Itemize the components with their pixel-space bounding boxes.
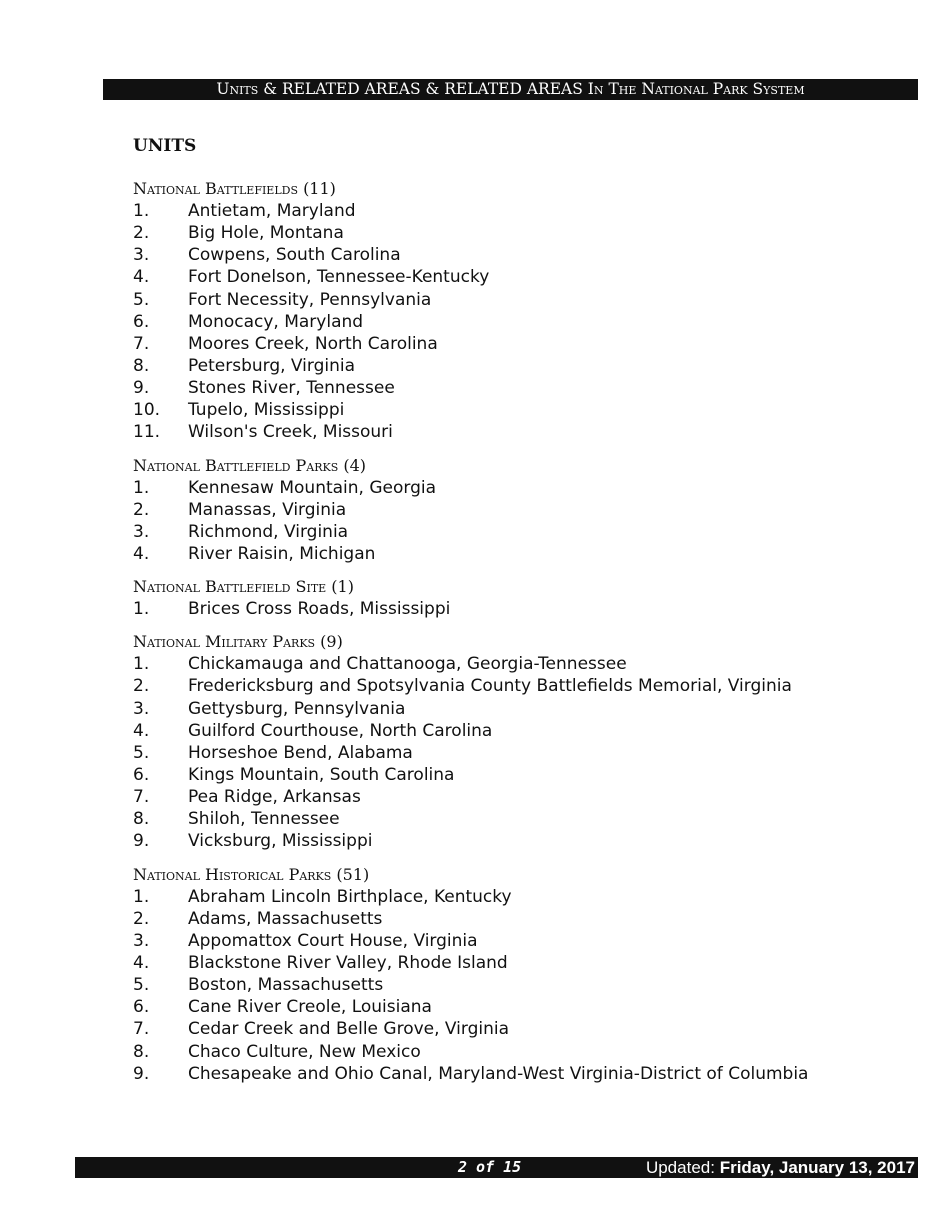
list-item <box>133 333 913 355</box>
item-number: 5. <box>133 742 150 763</box>
item-text: Kennesaw Mountain, Georgia <box>188 477 437 498</box>
item-text: Appomattox Court House, Virginia <box>188 930 478 951</box>
list-item <box>133 996 913 1018</box>
list-item <box>133 543 913 565</box>
list-item <box>133 200 913 222</box>
item-number: 1. <box>133 599 150 620</box>
park-section <box>133 863 913 1085</box>
section-title: National Military Parks (9) <box>133 632 343 652</box>
item-text: Shiloh, Tennessee <box>188 809 340 830</box>
item-text: Fredericksburg and Spotsylvania County Battlefields Memorial, Virginia <box>188 676 792 697</box>
item-text: Richmond, Virginia <box>188 521 349 542</box>
document-body <box>133 134 913 1095</box>
list-item <box>133 974 913 996</box>
section-list <box>133 177 913 1085</box>
item-number: 2. <box>133 908 150 929</box>
item-text: Moores Creek, North Carolina <box>188 333 438 354</box>
list-item <box>133 499 913 521</box>
item-number: 3. <box>133 698 150 719</box>
list-item <box>133 1018 913 1040</box>
list-item <box>133 952 913 974</box>
item-text: Chickamauga and Chattanooga, Georgia-Tennessee <box>188 654 627 675</box>
list-item <box>133 830 913 852</box>
footer-bar <box>75 1157 918 1178</box>
item-number: 4. <box>133 952 150 973</box>
list-item <box>133 377 913 399</box>
item-number: 5. <box>133 975 150 996</box>
list-item <box>133 1063 913 1085</box>
item-number: 1. <box>133 654 150 675</box>
header-bar <box>103 79 918 100</box>
item-number: 5. <box>133 289 150 310</box>
item-number: 9. <box>133 1063 150 1084</box>
item-text: Kings Mountain, South Carolina <box>188 764 455 785</box>
item-number: 6. <box>133 311 150 332</box>
item-text: Chesapeake and Ohio Canal, Maryland-West Virginia-District of Columbia <box>188 1063 809 1084</box>
updated-label: Updated: <box>645 1158 715 1177</box>
park-section <box>133 630 913 852</box>
units-heading: UNITS <box>133 136 197 156</box>
item-text: Brices Cross Roads, Mississippi <box>188 599 451 620</box>
section-title: National Historical Parks (51) <box>133 864 370 884</box>
page-number: 2 of 15 <box>458 1158 522 1176</box>
item-text: Stones River, Tennessee <box>188 378 395 399</box>
list-item <box>133 598 913 620</box>
item-number: 7. <box>133 333 150 354</box>
item-number: 3. <box>133 245 150 266</box>
item-number: 3. <box>133 930 150 951</box>
list-item <box>133 908 913 930</box>
item-text: Blackstone River Valley, Rhode Island <box>188 952 508 973</box>
item-text: Horseshoe Bend, Alabama <box>188 742 413 763</box>
section-title: National Battlefield Site (1) <box>133 577 354 597</box>
item-text: Adams, Massachusetts <box>188 908 383 929</box>
list-item <box>133 289 913 311</box>
header-title: Units & RELATED AREAS & RELATED AREAS In The National Park System <box>216 80 805 98</box>
list-item <box>133 421 913 443</box>
item-text: Vicksburg, Mississippi <box>188 831 373 852</box>
item-text: Antietam, Maryland <box>188 201 356 221</box>
item-text: Big Hole, Montana <box>188 223 344 244</box>
list-item <box>133 808 913 830</box>
list-item <box>133 266 913 288</box>
list-item <box>133 521 913 543</box>
updated-stamp <box>646 1157 915 1178</box>
item-number: 4. <box>133 267 150 288</box>
item-text: Pea Ridge, Arkansas <box>188 787 361 808</box>
list-item <box>133 311 913 333</box>
item-text: Guilford Courthouse, North Carolina <box>188 720 493 741</box>
item-number: 6. <box>133 764 150 785</box>
item-text: Fort Necessity, Pennsylvania <box>188 289 432 310</box>
item-number: 7. <box>133 787 150 808</box>
list-item <box>133 675 913 697</box>
list-item <box>133 244 913 266</box>
item-number: 11. <box>133 422 161 443</box>
list-item <box>133 355 913 377</box>
item-number: 2. <box>133 223 150 244</box>
item-number: 4. <box>133 543 150 564</box>
list-item <box>133 477 913 499</box>
list-item <box>133 786 913 808</box>
list-item <box>133 930 913 952</box>
item-text: Wilson's Creek, Missouri <box>188 422 393 443</box>
park-section <box>133 575 913 620</box>
item-text: Cane River Creole, Louisiana <box>188 997 432 1018</box>
item-text: Manassas, Virginia <box>188 499 347 520</box>
list-item <box>133 698 913 720</box>
item-text: Monocacy, Maryland <box>188 311 364 332</box>
list-item <box>133 720 913 742</box>
list-item <box>133 653 913 675</box>
item-text: Boston, Massachusetts <box>188 975 384 996</box>
item-text: Tupelo, Mississippi <box>188 400 345 421</box>
item-text: Fort Donelson, Tennessee-Kentucky <box>188 267 490 288</box>
item-number: 8. <box>133 809 150 830</box>
item-number: 9. <box>133 378 150 399</box>
item-number: 1. <box>133 477 150 498</box>
item-number: 2. <box>133 676 150 697</box>
list-item <box>133 886 913 908</box>
item-number: 8. <box>133 355 150 376</box>
item-number: 1. <box>133 201 150 221</box>
item-number: 3. <box>133 521 150 542</box>
park-section <box>133 454 913 566</box>
park-section <box>133 177 913 444</box>
item-text: Abraham Lincoln Birthplace, Kentucky <box>188 886 512 907</box>
list-item <box>133 222 913 244</box>
item-number: 4. <box>133 720 150 741</box>
item-number: 6. <box>133 997 150 1018</box>
item-number: 10. <box>133 400 161 421</box>
item-number: 9. <box>133 831 150 852</box>
list-item <box>133 764 913 786</box>
updated-date: Friday, January 13, 2017 <box>719 1158 915 1177</box>
item-number: 1. <box>133 886 150 907</box>
item-text: Chaco Culture, New Mexico <box>188 1041 421 1062</box>
item-number: 7. <box>133 1019 150 1040</box>
item-text: Gettysburg, Pennsylvania <box>188 698 406 719</box>
list-item <box>133 399 913 421</box>
item-number: 8. <box>133 1041 150 1062</box>
section-title: National Battlefield Parks (4) <box>133 455 367 475</box>
item-text: Cowpens, South Carolina <box>188 245 401 266</box>
item-text: River Raisin, Michigan <box>188 543 376 564</box>
item-number: 2. <box>133 499 150 520</box>
list-item <box>133 1041 913 1063</box>
item-text: Petersburg, Virginia <box>188 355 356 376</box>
section-title: National Battlefields (11) <box>133 179 336 198</box>
list-item <box>133 742 913 764</box>
item-text: Cedar Creek and Belle Grove, Virginia <box>188 1019 510 1040</box>
